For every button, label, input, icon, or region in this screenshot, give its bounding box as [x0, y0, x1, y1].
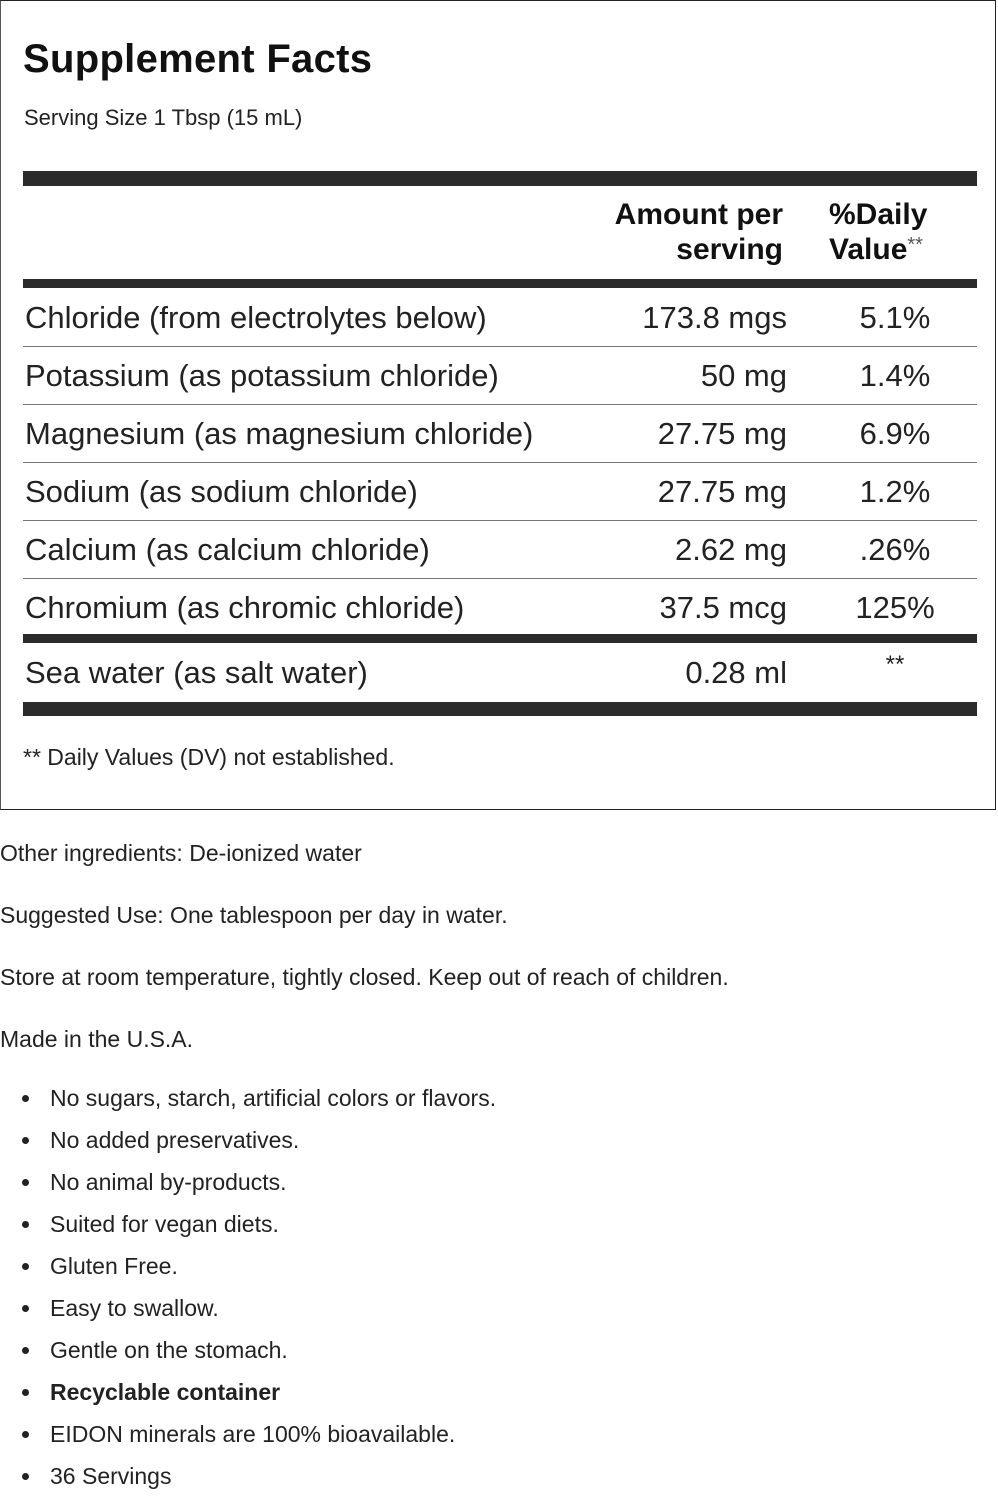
- nutrient-name: Chloride (from electrolytes below): [25, 300, 487, 335]
- feature-item: [0, 1119, 496, 1161]
- facts-title: Supplement Facts: [23, 37, 373, 81]
- other-ingredient-row: [23, 643, 977, 701]
- feature-item: [0, 1455, 496, 1497]
- bullet-icon: [22, 1221, 29, 1228]
- section-divider-bar: [23, 634, 977, 643]
- bullet-icon: [22, 1473, 29, 1480]
- feature-item: [0, 1413, 496, 1455]
- nutrient-name: Potassium (as potassium chloride): [25, 358, 499, 393]
- feature-text: 36 Servings: [50, 1463, 172, 1489]
- nutrient-name: Calcium (as calcium chloride): [25, 532, 430, 567]
- storage-instructions: Store at room temperature, tightly closed. Keep out of reach of children.: [0, 964, 729, 990]
- suggested-use: Suggested Use: One tablespoon per day in water.: [0, 902, 508, 928]
- nutrient-daily-value: 1.2%: [859, 474, 931, 509]
- nutrient-daily-value: 6.9%: [859, 416, 931, 451]
- dv-header-mark: **: [907, 234, 923, 256]
- bullet-icon: [22, 1431, 29, 1438]
- feature-text: Gluten Free.: [50, 1253, 178, 1279]
- feature-text: Suited for vegan diets.: [50, 1211, 279, 1237]
- feature-list: [0, 1077, 496, 1497]
- nutrient-name: Sodium (as sodium chloride): [25, 474, 418, 509]
- dv-header-line2-wrap: [829, 232, 927, 267]
- feature-text: No animal by-products.: [50, 1169, 287, 1195]
- header-divider-bar: [23, 279, 977, 288]
- amount-header-line2: serving: [676, 233, 783, 266]
- nutrient-row: [23, 578, 977, 636]
- feature-text: Gentle on the stomach.: [50, 1337, 288, 1363]
- feature-item: [0, 1287, 496, 1329]
- nutrient-amount: 27.75 mg: [657, 474, 787, 509]
- feature-item: [0, 1329, 496, 1371]
- nutrient-row: [23, 462, 977, 520]
- feature-item: [0, 1077, 496, 1119]
- feature-item: [0, 1161, 496, 1203]
- top-divider-bar: [23, 171, 977, 186]
- nutrient-daily-value: 5.1%: [859, 300, 931, 335]
- feature-text: EIDON minerals are 100% bioavailable.: [50, 1421, 456, 1447]
- bullet-icon: [22, 1347, 29, 1354]
- nutrient-amount: 50 mg: [700, 358, 787, 393]
- daily-value-column-header: [829, 197, 927, 267]
- feature-item: [0, 1203, 496, 1245]
- other-row-amount: 0.28 ml: [685, 655, 787, 690]
- feature-text: Recyclable container: [50, 1379, 281, 1405]
- bullet-icon: [22, 1389, 29, 1396]
- nutrient-daily-value: .26%: [859, 532, 931, 567]
- amount-column-header: [615, 197, 783, 267]
- nutrient-name: Chromium (as chromic chloride): [25, 590, 465, 625]
- nutrient-row: [23, 520, 977, 578]
- feature-item: [0, 1371, 496, 1413]
- nutrient-name: Magnesium (as magnesium chloride): [25, 416, 534, 451]
- dv-header-line2: Value: [829, 233, 908, 266]
- feature-text: No added preservatives.: [50, 1127, 300, 1153]
- country-of-origin: Made in the U.S.A.: [0, 1026, 194, 1052]
- nutrient-row: [23, 346, 977, 404]
- dv-header-line1: %Daily: [829, 198, 928, 231]
- other-row-dv: **: [885, 651, 905, 678]
- feature-text: Easy to swallow.: [50, 1295, 219, 1321]
- bullet-icon: [22, 1137, 29, 1144]
- bullet-icon: [22, 1095, 29, 1102]
- daily-value-footnote: ** Daily Values (DV) not established.: [23, 744, 395, 770]
- bullet-icon: [22, 1305, 29, 1312]
- bottom-divider-bar: [23, 702, 977, 716]
- serving-size: Serving Size 1 Tbsp (15 mL): [24, 105, 303, 130]
- nutrient-amount: 27.75 mg: [657, 416, 787, 451]
- amount-header-line1: Amount per: [614, 198, 783, 231]
- feature-item: [0, 1245, 496, 1287]
- other-row-name: Sea water (as salt water): [25, 655, 368, 690]
- nutrient-amount: 2.62 mg: [674, 532, 787, 567]
- nutrient-amount: 173.8 mgs: [642, 300, 787, 335]
- nutrient-row: [23, 288, 977, 346]
- feature-text: No sugars, starch, artificial colors or flavors.: [50, 1085, 497, 1111]
- nutrient-daily-value: 125%: [855, 590, 935, 625]
- nutrient-daily-value: 1.4%: [859, 358, 931, 393]
- bullet-icon: [22, 1179, 29, 1186]
- bullet-icon: [22, 1263, 29, 1270]
- other-ingredients: Other ingredients: De-ionized water: [0, 840, 362, 866]
- nutrient-row: [23, 404, 977, 462]
- nutrient-amount: 37.5 mcg: [659, 590, 787, 625]
